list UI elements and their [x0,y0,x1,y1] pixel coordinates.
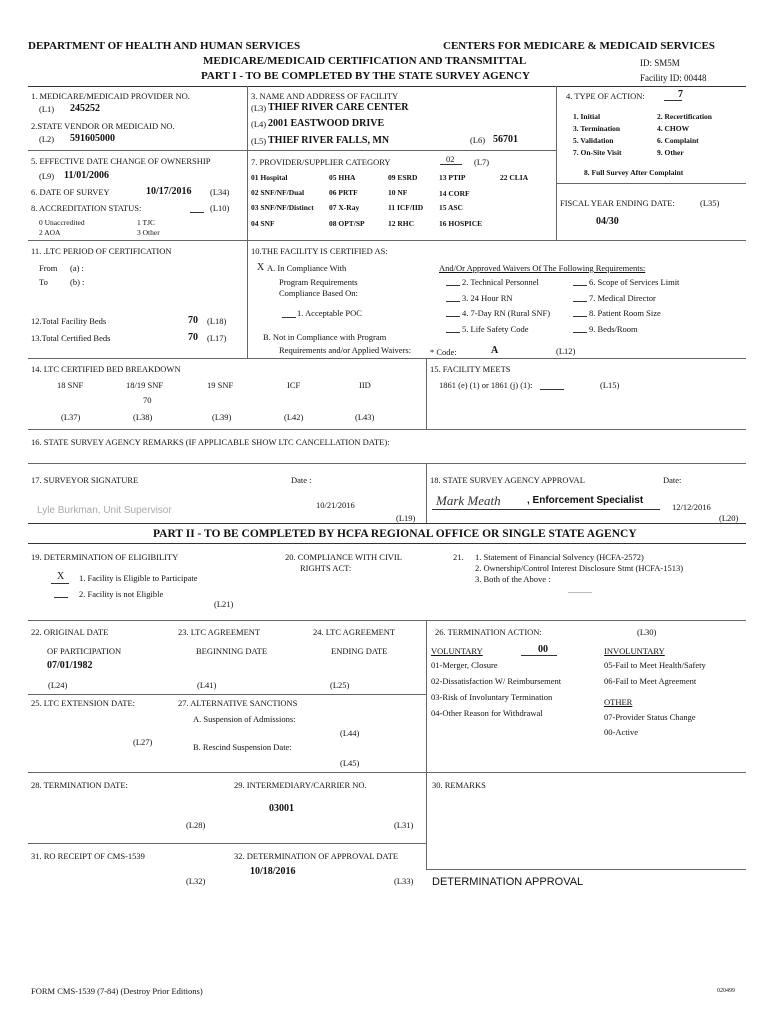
surveyor-date-value: 10/21/2016 [316,500,355,510]
total-beds-value: 70 [188,315,198,326]
voluntary-item: 04-Other Reason for Withdrawal [431,708,543,718]
type-of-action-value: 7 [678,89,683,100]
bed-code: (L37) [61,412,81,422]
not-eligible-option: 2. Facility is not Eligible [79,589,164,599]
l9-code: (L9) [39,171,55,181]
approval-date-value: 10/18/2016 [250,866,296,877]
vendor-no-label: 2.STATE VENDOR OR MEDICAID NO. [31,121,175,131]
rescind-label: B. Rescind Suspension Date: [193,742,292,752]
category-item: 22 CLIA [500,173,529,182]
part2-title: PART II - TO BE COMPLETED BY HCFA REGIONAL OFFICE OR SINGLE STATE AGENCY [153,528,637,540]
ro-receipt-label: 31. RO RECEIPT OF CMS-1539 [31,851,145,861]
l34-code: (L34) [210,187,230,197]
l31-code: (L31) [394,820,414,830]
termination-action-value: 00 [538,644,548,655]
facility-zip: 56701 [493,134,518,145]
req-item: 8. Patient Room Size [589,308,661,318]
category-item: 16 HOSPICE [439,219,483,228]
l6-code: (L6) [470,135,486,145]
action-opt: 8. Full Survey After Complaint [584,168,684,177]
termination-action-label: 26. TERMINATION ACTION: [435,627,542,637]
category-item: 04 SNF [251,219,275,228]
bed-code: (L43) [355,412,375,422]
action-opt: 4. CHOW [657,124,690,133]
approval-date-label: 32. DETERMINATION OF APPROVAL DATE [234,851,399,861]
category-item: 05 HHA [329,173,356,182]
action-opt: 9. Other [657,148,684,157]
suspension-label: A. Suspension of Admissions: [193,714,296,724]
category-item: 07 X-Ray [329,203,360,212]
form-number: FORM CMS-1539 (7-84) (Destroy Prior Editions) [31,986,203,996]
l45-code: (L45) [340,758,360,768]
voluntary-item: 03-Risk of Involuntary Termination [431,692,553,702]
l35-code: (L35) [700,198,720,208]
accred-opt: 1 TJC [137,218,155,227]
certified-beds-label: 13.Total Certified Beds [31,333,111,343]
action-opt: 5. Validation [573,136,614,145]
l12-code: (L12) [556,346,576,356]
provider-category-label: 7. PROVIDER/SUPPLIER CATEGORY [251,157,391,167]
voluntary-item: 02-Dissatisfaction W/ Reimbursement [431,676,562,686]
l27-code: (L27) [133,737,153,747]
determination-approval: DETERMINATION APPROVAL [432,876,584,888]
req-item: 3. 24 Hour RN [462,293,513,303]
voluntary-item: 01-Merger, Closure [431,660,498,670]
survey-date-value: 10/17/2016 [146,186,192,197]
l41-code: (L41) [197,680,217,690]
category-item: 10 NF [388,188,408,197]
f21-option: 3. Both of the Above : [475,574,551,584]
agency-approval-label: 18. STATE SURVEY AGENCY APPROVAL [430,475,585,485]
bed-col: ICF [287,380,301,390]
termination-date-label: 28. TERMINATION DATE: [31,780,128,790]
other-item: 00-Active [604,727,638,737]
approval-title: , Enforcement Specialist [527,495,644,506]
l3-code: (L3) [251,103,267,113]
original-date-label: 22. ORIGINAL DATE [31,627,109,637]
l20-code: (L20) [719,513,739,523]
provider-category-value: 02 [446,154,455,164]
not-compliance: B. Not in Compliance with Program [263,332,387,342]
acceptable-poc: 1. Acceptable POC [297,308,362,318]
from-label: From [39,263,58,273]
l15-code: (L15) [600,380,620,390]
category-item: 14 CORF [439,189,470,198]
ltc-period-label: 11. .LTC PERIOD OF CERTIFICATION [31,246,172,256]
l33-code: (L33) [394,876,414,886]
category-item: 02 SNF/NF/Dual [251,188,305,197]
involuntary-item: 06-Fail to Meet Agreement [604,676,697,686]
accred-opt: 3 Other [137,228,160,237]
surveyor-date-label: Date : [291,475,312,485]
facility-street: 2001 EASTWOOD DRIVE [268,118,385,129]
fiscal-year-value: 04/30 [596,216,619,227]
action-opt: 3. Termination [573,124,621,133]
civil-rights-label: 20. COMPLIANCE WITH CIVIL [285,552,402,562]
voluntary-heading: VOLUNTARY [431,646,483,656]
l30-code: (L30) [637,627,657,637]
surveyor-signature-label: 17. SURVEYOR SIGNATURE [31,475,139,485]
other-item: 07-Provider Status Change [604,712,696,722]
bed-breakdown-label: 14. LTC CERTIFIED BED BREAKDOWN [31,364,181,374]
l28-code: (L28) [186,820,206,830]
provider-no-label: 1. MEDICARE/MEDICAID PROVIDER NO. [31,91,190,101]
req-item: 2. Technical Personnel [462,277,539,287]
provider-no-value: 245252 [70,103,100,114]
category-item: 09 ESRD [388,173,418,182]
approval-signature: Mark Meath [436,493,501,508]
eligible-x-mark: X [57,571,65,582]
approval-date-value: 12/12/2016 [672,502,711,512]
certified-as-label: 10.THE FACILITY IS CERTIFIED AS: [251,246,388,256]
involuntary-item: 05-Fail to Meet Health/Safety [604,660,706,670]
intermediary-value: 03001 [269,803,294,814]
compliance-a: A. In Compliance With [267,263,347,273]
approval-date-label: Date: [663,475,682,485]
category-item: 15 ASC [439,203,463,212]
f21-num: 21. [453,552,464,562]
bed-code: (L39) [212,412,232,422]
cms-title: CENTERS FOR MEDICARE & MEDICAID SERVICES [443,40,715,52]
ownership-change-value: 11/01/2006 [64,170,110,181]
facility-city: THIEF RIVER FALLS, MN [268,135,390,146]
facility-name: THIEF RIVER CARE CENTER [268,102,409,113]
f21-option: 1. Statement of Financial Solvency (HCFA-2572) [475,552,644,562]
beginning-date-label: BEGINNING DATE [196,646,268,656]
bed-code: (L42) [284,412,304,422]
program-req: Program Requirements [279,277,358,287]
ltc-agreement-end-label: 24. LTC AGREEMENT [313,627,396,637]
l32-code: (L32) [186,876,206,886]
compliance-x-mark: X [257,262,265,273]
l7-code: (L7) [474,157,490,167]
l17-code: (L17) [207,333,227,343]
l5-code: (L5) [251,136,267,146]
category-item: 01 Hospital [251,173,288,182]
bed-col: IID [359,380,371,390]
to-label: To [39,277,48,287]
f21-option: 2. Ownership/Control Interest Disclosure Stmt (HCFA-1513) [475,563,684,573]
surveyor-name: Lyle Burkman, Unit Supervisor [37,505,172,516]
bed-col: 19 SNF [207,380,234,390]
bed-code: (L38) [133,412,153,422]
survey-date-label: 6. DATE OF SURVEY [31,187,110,197]
bed-col: 18/19 SNF [126,380,164,390]
action-opt: 2. Recertification [657,112,712,121]
accred-opt: 0 Unaccredited [39,218,85,227]
eligibility-label: 19. DETERMINATION OF ELIGIBILITY [31,552,179,562]
ltc-agreement-begin-label: 23. LTC AGREEMENT [178,627,261,637]
participation-label: OF PARTICIPATION [47,646,122,656]
l25-code: (L25) [330,680,350,690]
facility-meets-text: 1861 (e) (1) or 1861 (j) (1): [439,380,533,390]
applied-waivers: Requirements and/or Applied Waivers: [279,345,412,355]
l2-code: (L2) [39,134,55,144]
ending-date-label: ENDING DATE [331,646,388,656]
vendor-no-value: 591605000 [70,133,115,144]
l44-code: (L44) [340,728,360,738]
certified-beds-value: 70 [188,332,198,343]
l24-code: (L24) [48,680,68,690]
ownership-change-label: 5. EFFECTIVE DATE CHANGE OF OWNERSHIP [31,156,211,166]
req-item: 9. Beds/Room [589,324,638,334]
extension-date-label: 25. LTC EXTENSION DATE: [31,698,136,708]
code-label: * Code: [430,347,457,357]
eligible-option: 1. Facility is Eligible to Participate [79,573,198,583]
req-item: 4. 7-Day RN (Rural SNF) [462,308,551,318]
civil-rights-label-2: RIGHTS ACT: [300,563,352,573]
l10-code: (L10) [210,203,230,213]
remarks-label: 30. REMARKS [432,780,486,790]
req-item: 5. Life Safety Code [462,324,529,334]
part1-title: PART I - TO BE COMPLETED BY THE STATE SURVEY AGENCY [201,70,530,82]
req-item: 6. Scope of Services Limit [589,277,680,287]
bed-col: 18 SNF [57,380,84,390]
facility-id: Facility ID: 00448 [640,73,707,83]
compliance-based: Compliance Based On: [279,288,358,298]
form-id: ID: SM5M [640,58,680,68]
category-item: 08 OPT/SP [329,219,365,228]
agency-title: DEPARTMENT OF HEALTH AND HUMAN SERVICES [28,40,301,52]
action-opt: 1. Initial [573,112,601,121]
l4-code: (L4) [251,119,267,129]
type-of-action-label: 4. TYPE OF ACTION: [566,91,645,101]
agency-remarks-label: 16. STATE SURVEY AGENCY REMARKS (IF APPLICABLE SHOW LTC CANCELLATION DATE): [31,437,390,447]
involuntary-heading: INVOLUNTARY [604,646,665,656]
category-item: 12 RHC [388,219,415,228]
req-item: 7. Medical Director [589,293,656,303]
code-value: A [491,345,499,356]
facility-meets-label: 15. FACILITY MEETS [430,364,511,374]
original-date-value: 07/01/1982 [47,660,93,671]
category-item: 03 SNF/NF/Distinct [251,203,314,212]
form-code: 020499 [717,988,735,994]
from-a: (a) : [70,263,84,273]
intermediary-label: 29. INTERMEDIARY/CARRIER NO. [234,780,367,790]
l18-code: (L18) [207,316,227,326]
category-item: 13 PTIP [439,173,466,182]
fiscal-year-label: FISCAL YEAR ENDING DATE: [560,198,675,208]
form-title: MEDICARE/MEDICAID CERTIFICATION AND TRANSMITTAL [203,55,527,67]
category-item: 06 PRTF [329,188,358,197]
alt-sanctions-label: 27. ALTERNATIVE SANCTIONS [178,698,298,708]
accred-opt: 2 AOA [39,228,61,237]
action-opt: 6. Complaint [657,136,699,145]
total-beds-label: 12.Total Facility Beds [31,316,107,326]
facility-address-label: 3. NAME AND ADDRESS OF FACILITY [251,91,399,101]
other-heading: OTHER [604,697,633,707]
action-opt: 7. On-Site Visit [573,148,622,157]
l21-code: (L21) [214,599,234,609]
accreditation-label: 8. ACCREDITATION STATUS: [31,203,142,213]
category-item: 11 ICF/IID [388,203,424,212]
l19-code: (L19) [396,513,416,523]
snf-1819-value: 70 [143,395,152,405]
waivers-heading: And/Or Approved Waivers Of The Following Requirements: [439,263,646,273]
l1-code: (L1) [39,104,55,114]
to-b: (b) : [70,277,85,287]
